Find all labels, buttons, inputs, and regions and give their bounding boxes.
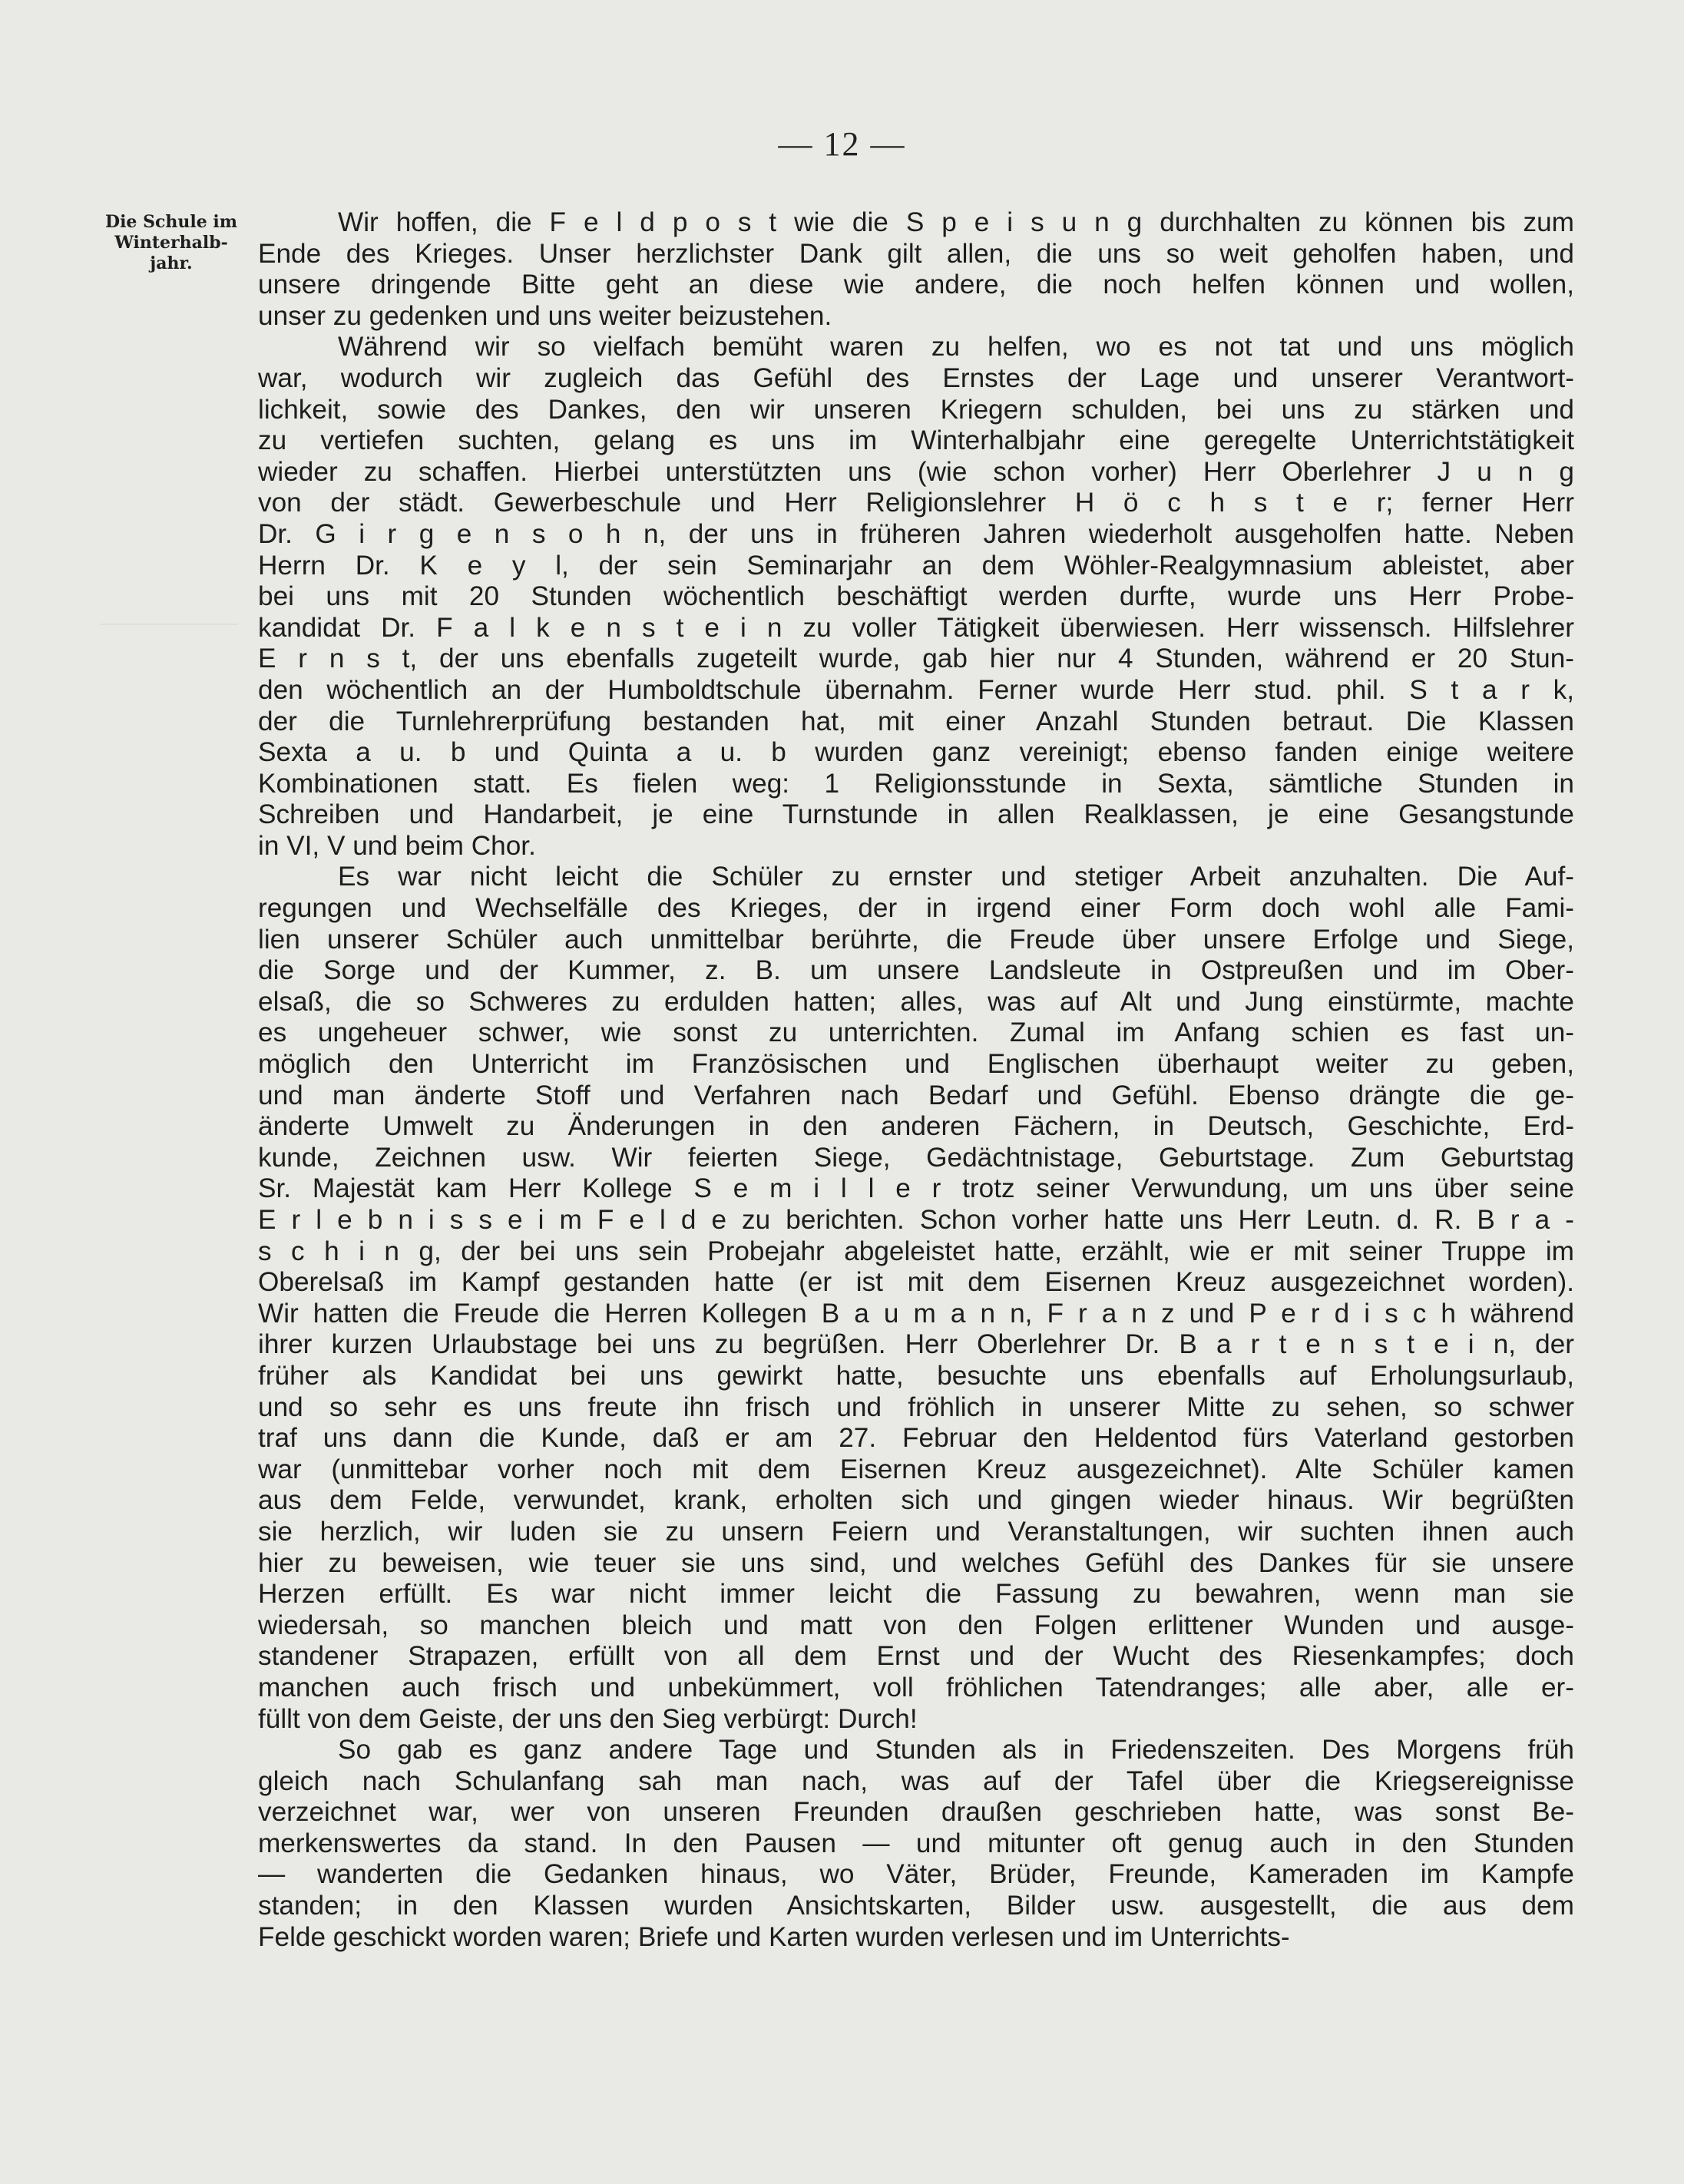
text-line: und man änderte Stoff und Verfahren nach Bedarf und Gefühl. Ebenso drängte die ge- xyxy=(258,1080,1574,1110)
text-line: Herzen erfüllt. Es war nicht immer leicht die Fassung zu bewahren, wenn man sie xyxy=(258,1579,1574,1610)
text-line: gleich nach Schulanfang sah man nach, was auf der Tafel über die Kriegsereignisse xyxy=(258,1765,1574,1796)
text-line: hier zu beweisen, wie teuer sie uns sind, und welches Gefühl des Dankes für sie unsere xyxy=(258,1547,1574,1578)
text-line: Kombinationen statt. Es fielen weg: 1 Religionsstunde in Sexta, sämtliche Stunden in xyxy=(258,768,1574,799)
text-line: den wöchentlich an der Humboldtschule übernahm. Ferner wurde Herr stud. phil. S t a r k, xyxy=(258,674,1574,705)
paragraph xyxy=(258,862,1574,1735)
text-line: Oberelsaß im Kampf gestanden hatte (er ist mit dem Eisernen Kreuz ausgezeichnet worden). xyxy=(258,1267,1574,1298)
text-line: wiedersah, so manchen bleich und matt von den Folgen erlittener Wunden und ausge- xyxy=(258,1610,1574,1640)
text-line: Es war nicht leicht die Schüler zu ernster und stetiger Arbeit anzuhalten. Die Auf- xyxy=(338,862,1574,892)
text-line: Wir hoffen, die F e l d p o s t wie die S p e i s u n g durchhalten zu können bis zum xyxy=(338,207,1574,237)
text-line: elsaß, die so Schweres zu erdulden hatten; alles, was auf Alt und Jung einstürmte, machte xyxy=(258,986,1574,1017)
text-line: war (unmittebar vorher noch mit dem Eisernen Kreuz ausgezeichnet). Alte Schüler kamen xyxy=(258,1454,1574,1484)
text-line: die Sorge und der Kummer, z. B. um unsere Landsleute in Ostpreußen und im Ober- xyxy=(258,955,1574,986)
text-line: unser zu gedenken und uns weiter beizustehen. xyxy=(258,300,832,331)
margin-note-line: jahr. xyxy=(150,253,193,273)
text-line: aus dem Felde, verwundet, krank, erholten sich und gingen wieder hinaus. Wir begrüßten xyxy=(258,1485,1574,1516)
text-line: E r l e b n i s s e i m F e l d e zu berichten. Schon vorher hatte uns Herr Leutn. d. R. B r a - xyxy=(258,1205,1574,1235)
text-line: war, wodurch wir zugleich das Gefühl des Ernstes der Lage und unserer Verantwort- xyxy=(258,362,1574,393)
paragraph xyxy=(258,332,1574,862)
text-line: s c h i n g, der bei uns sein Probejahr abgeleistet hatte, erzählt, wie er mit seiner Truppe im xyxy=(258,1236,1574,1266)
text-line: bei uns mit 20 Stunden wöchentlich beschäftigt werden durfte, wurde uns Herr Probe- xyxy=(258,581,1574,612)
text-line: — wanderten die Gedanken hinaus, wo Väter, Brüder, Freunde, Kameraden im Kampfe xyxy=(258,1859,1574,1890)
text-line: Felde geschickt worden waren; Briefe und Karten wurden verlesen und im Unterrichts- xyxy=(258,1921,1290,1952)
text-line: kunde, Zeichnen usw. Wir feierten Siege, Gedächtnistage, Geburtstage. Zum Geburtstag xyxy=(258,1142,1574,1173)
paragraph xyxy=(258,1735,1574,1953)
text-line: standener Strapazen, erfüllt von all dem Ernst und der Wucht des Riesenkampfes; doch xyxy=(258,1641,1574,1672)
text-line: wieder zu schaffen. Hierbei unterstützten uns (wie schon vorher) Herr Oberlehrer J u n g xyxy=(258,456,1574,487)
margin-note-line: Die Schule im xyxy=(104,212,237,232)
text-line: Sr. Majestät kam Herr Kollege S e m i l l e r trotz seiner Verwundung, um uns über seine xyxy=(258,1173,1574,1204)
text-line: und so sehr es uns freute ihn frisch und fröhlich in unserer Mitte zu sehen, so schwer xyxy=(258,1391,1574,1422)
article-body xyxy=(258,207,1574,1953)
text-line: traf uns dann die Kunde, daß er am 27. Februar den Heldentod fürs Vaterland gestorben xyxy=(258,1423,1574,1454)
text-line: zu vertiefen suchten, gelang es uns im Winterhalbjahr eine geregelte Unterrichtstätigkeit xyxy=(258,425,1574,456)
text-line: früher als Kandidat bei uns gewirkt hatte, besuchte uns ebenfalls auf Erholungsurlaub, xyxy=(258,1360,1574,1391)
text-line: möglich den Unterricht im Französischen und Englischen überhaupt weiter zu geben, xyxy=(258,1049,1574,1080)
paragraph xyxy=(258,207,1574,332)
text-line: füllt von dem Geiste, der uns den Sieg verbürgt: Durch! xyxy=(258,1703,918,1734)
text-line: änderte Umwelt zu Änderungen in den anderen Fächern, in Deutsch, Geschichte, Erd- xyxy=(258,1111,1574,1142)
text-line: standen; in den Klassen wurden Ansichtskarten, Bilder usw. ausgestellt, die aus dem xyxy=(258,1891,1574,1921)
text-line: kandidat Dr. F a l k e n s t e i n zu voller Tätigkeit überwiesen. Herr wissensch. Hilfslehrer xyxy=(258,612,1574,643)
show-through-mark xyxy=(100,624,238,656)
text-line: Sexta a u. b und Quinta a u. b wurden ganz vereinigt; ebenso fanden einige weitere xyxy=(258,737,1574,768)
text-line: Dr. G i r g e n s o h n, der uns in früheren Jahren wiederholt ausgeholfen hatte. Neben xyxy=(258,518,1574,549)
text-line: So gab es ganz andere Tage und Stunden als in Friedenszeiten. Des Morgens früh xyxy=(338,1735,1574,1765)
text-line: lien unserer Schüler auch unmittelbar berührte, die Freude über unsere Erfolge und Siege, xyxy=(258,924,1574,955)
text-line: verzeichnet war, wer von unseren Freunden draußen geschrieben hatte, was sonst Be- xyxy=(258,1797,1574,1828)
text-line: der die Turnlehrerprüfung bestanden hat, mit einer Anzahl Stunden betraut. Die Klassen xyxy=(258,706,1574,736)
text-line: ihrer kurzen Urlaubstage bei uns zu begrüßen. Herr Oberlehrer Dr. B a r t e n s t e i n, der xyxy=(258,1329,1574,1360)
text-line: regungen und Wechselfälle des Krieges, der in irgend einer Form doch wohl alle Fami- xyxy=(258,893,1574,924)
text-line: in VI, V und beim Chor. xyxy=(258,830,536,861)
text-line: lichkeit, sowie des Dankes, den wir unseren Kriegern schulden, bei uns zu stärken und xyxy=(258,394,1574,425)
text-line: es ungeheuer schwer, wie sonst zu unterrichten. Zumal im Anfang schien es fast un- xyxy=(258,1018,1574,1048)
text-line: Wir hatten die Freude die Herren Kollegen B a u m a n n, F r a n z und P e r d i s c h während xyxy=(258,1298,1574,1329)
text-line: Herrn Dr. K e y l, der sein Seminarjahr an dem Wöhler-Realgymnasium ableistet, aber xyxy=(258,550,1574,581)
text-line: von der städt. Gewerbeschule und Herr Religionslehrer H ö c h s t e r; ferner Herr xyxy=(258,488,1574,518)
text-line: merkenswertes da stand. In den Pausen — und mitunter oft genug auch in den Stunden xyxy=(258,1828,1574,1858)
text-line: Während wir so vielfach bemüht waren zu helfen, wo es not tat und uns möglich xyxy=(338,332,1574,362)
text-line: sie herzlich, wir luden sie zu unsern Feiern und Veranstaltungen, wir suchten ihnen auch xyxy=(258,1516,1574,1547)
text-line: Schreiben und Handarbeit, je eine Turnstunde in allen Realklassen, je eine Gesangstunde xyxy=(258,799,1574,830)
text-line: manchen auch frisch und unbekümmert, voll fröhlichen Tatendranges; alle aber, alle er- xyxy=(258,1672,1574,1703)
margin-note-line: Winterhalb- xyxy=(114,233,228,253)
margin-note xyxy=(91,212,252,274)
text-line: Ende des Krieges. Unser herzlichster Dank gilt allen, die uns so weit geholfen haben, und xyxy=(258,238,1574,269)
page-number: — 12 — xyxy=(778,125,906,163)
text-line: unsere dringende Bitte geht an diese wie andere, die noch helfen können und wollen, xyxy=(258,270,1574,300)
text-line: E r n s t, der uns ebenfalls zugeteilt wurde, gab hier nur 4 Stunden, während er 20 Stun- xyxy=(258,644,1574,674)
